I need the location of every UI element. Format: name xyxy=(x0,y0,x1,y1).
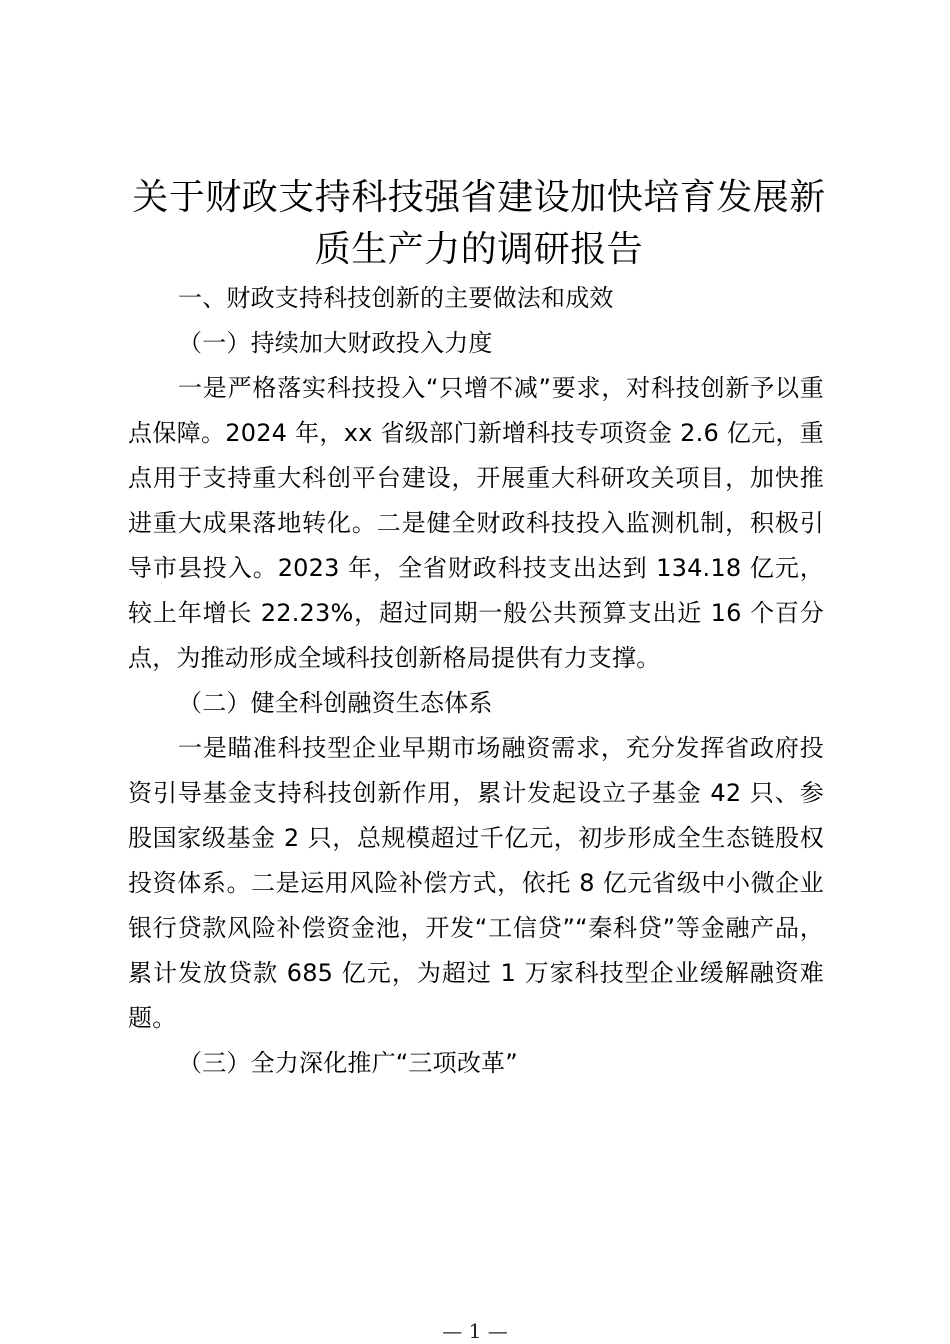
subsection-heading: （二）健全科创融资生态体系 xyxy=(178,689,493,717)
page-number: — 1 — xyxy=(442,1319,508,1343)
document-title: 关于财政支持科技强省建设加快培育发展新质生产力的调研报告 xyxy=(132,177,826,270)
document-body xyxy=(128,276,824,1086)
section-heading: 一、财政支持科技创新的主要做法和成效 xyxy=(178,284,614,312)
subsection-heading: （三）全力深化推广“三项改革” xyxy=(178,1049,518,1077)
subsection-heading: （一）持续加大财政投入力度 xyxy=(178,329,493,357)
body-paragraph: 一是严格落实科技投入“只增不减”要求，对科技创新予以重点保障。2024 年，xx 省级部门新增科技专项资金 2.6 亿元，重点用于支持重大科创平台建设，开展重大科研攻关项目，加快推进重大成果落地转化。二是健全财政科技投入监测机制，积极引导市县投入。2023 年，全省财政科技支出达到 134.18 亿元，较上年增长 22.23%，超过同期一般公共预算支出近 16 个百分点，为推动形成全域科技创新格局提供有力支撑。 xyxy=(128,374,824,672)
body-paragraph: 一是瞄准科技型企业早期市场融资需求，充分发挥省政府投资引导基金支持科技创新作用，累计发起设立子基金 42 只、参股国家级基金 2 只，总规模超过千亿元，初步形成全生态链股权投资体系。二是运用风险补偿方式，依托 8 亿元省级中小微企业银行贷款风险补偿资金池，开发“工信贷”“秦科贷”等金融产品，累计发放贷款 685 亿元，为超过 1 万家科技型企业缓解融资难题。 xyxy=(128,734,824,1032)
